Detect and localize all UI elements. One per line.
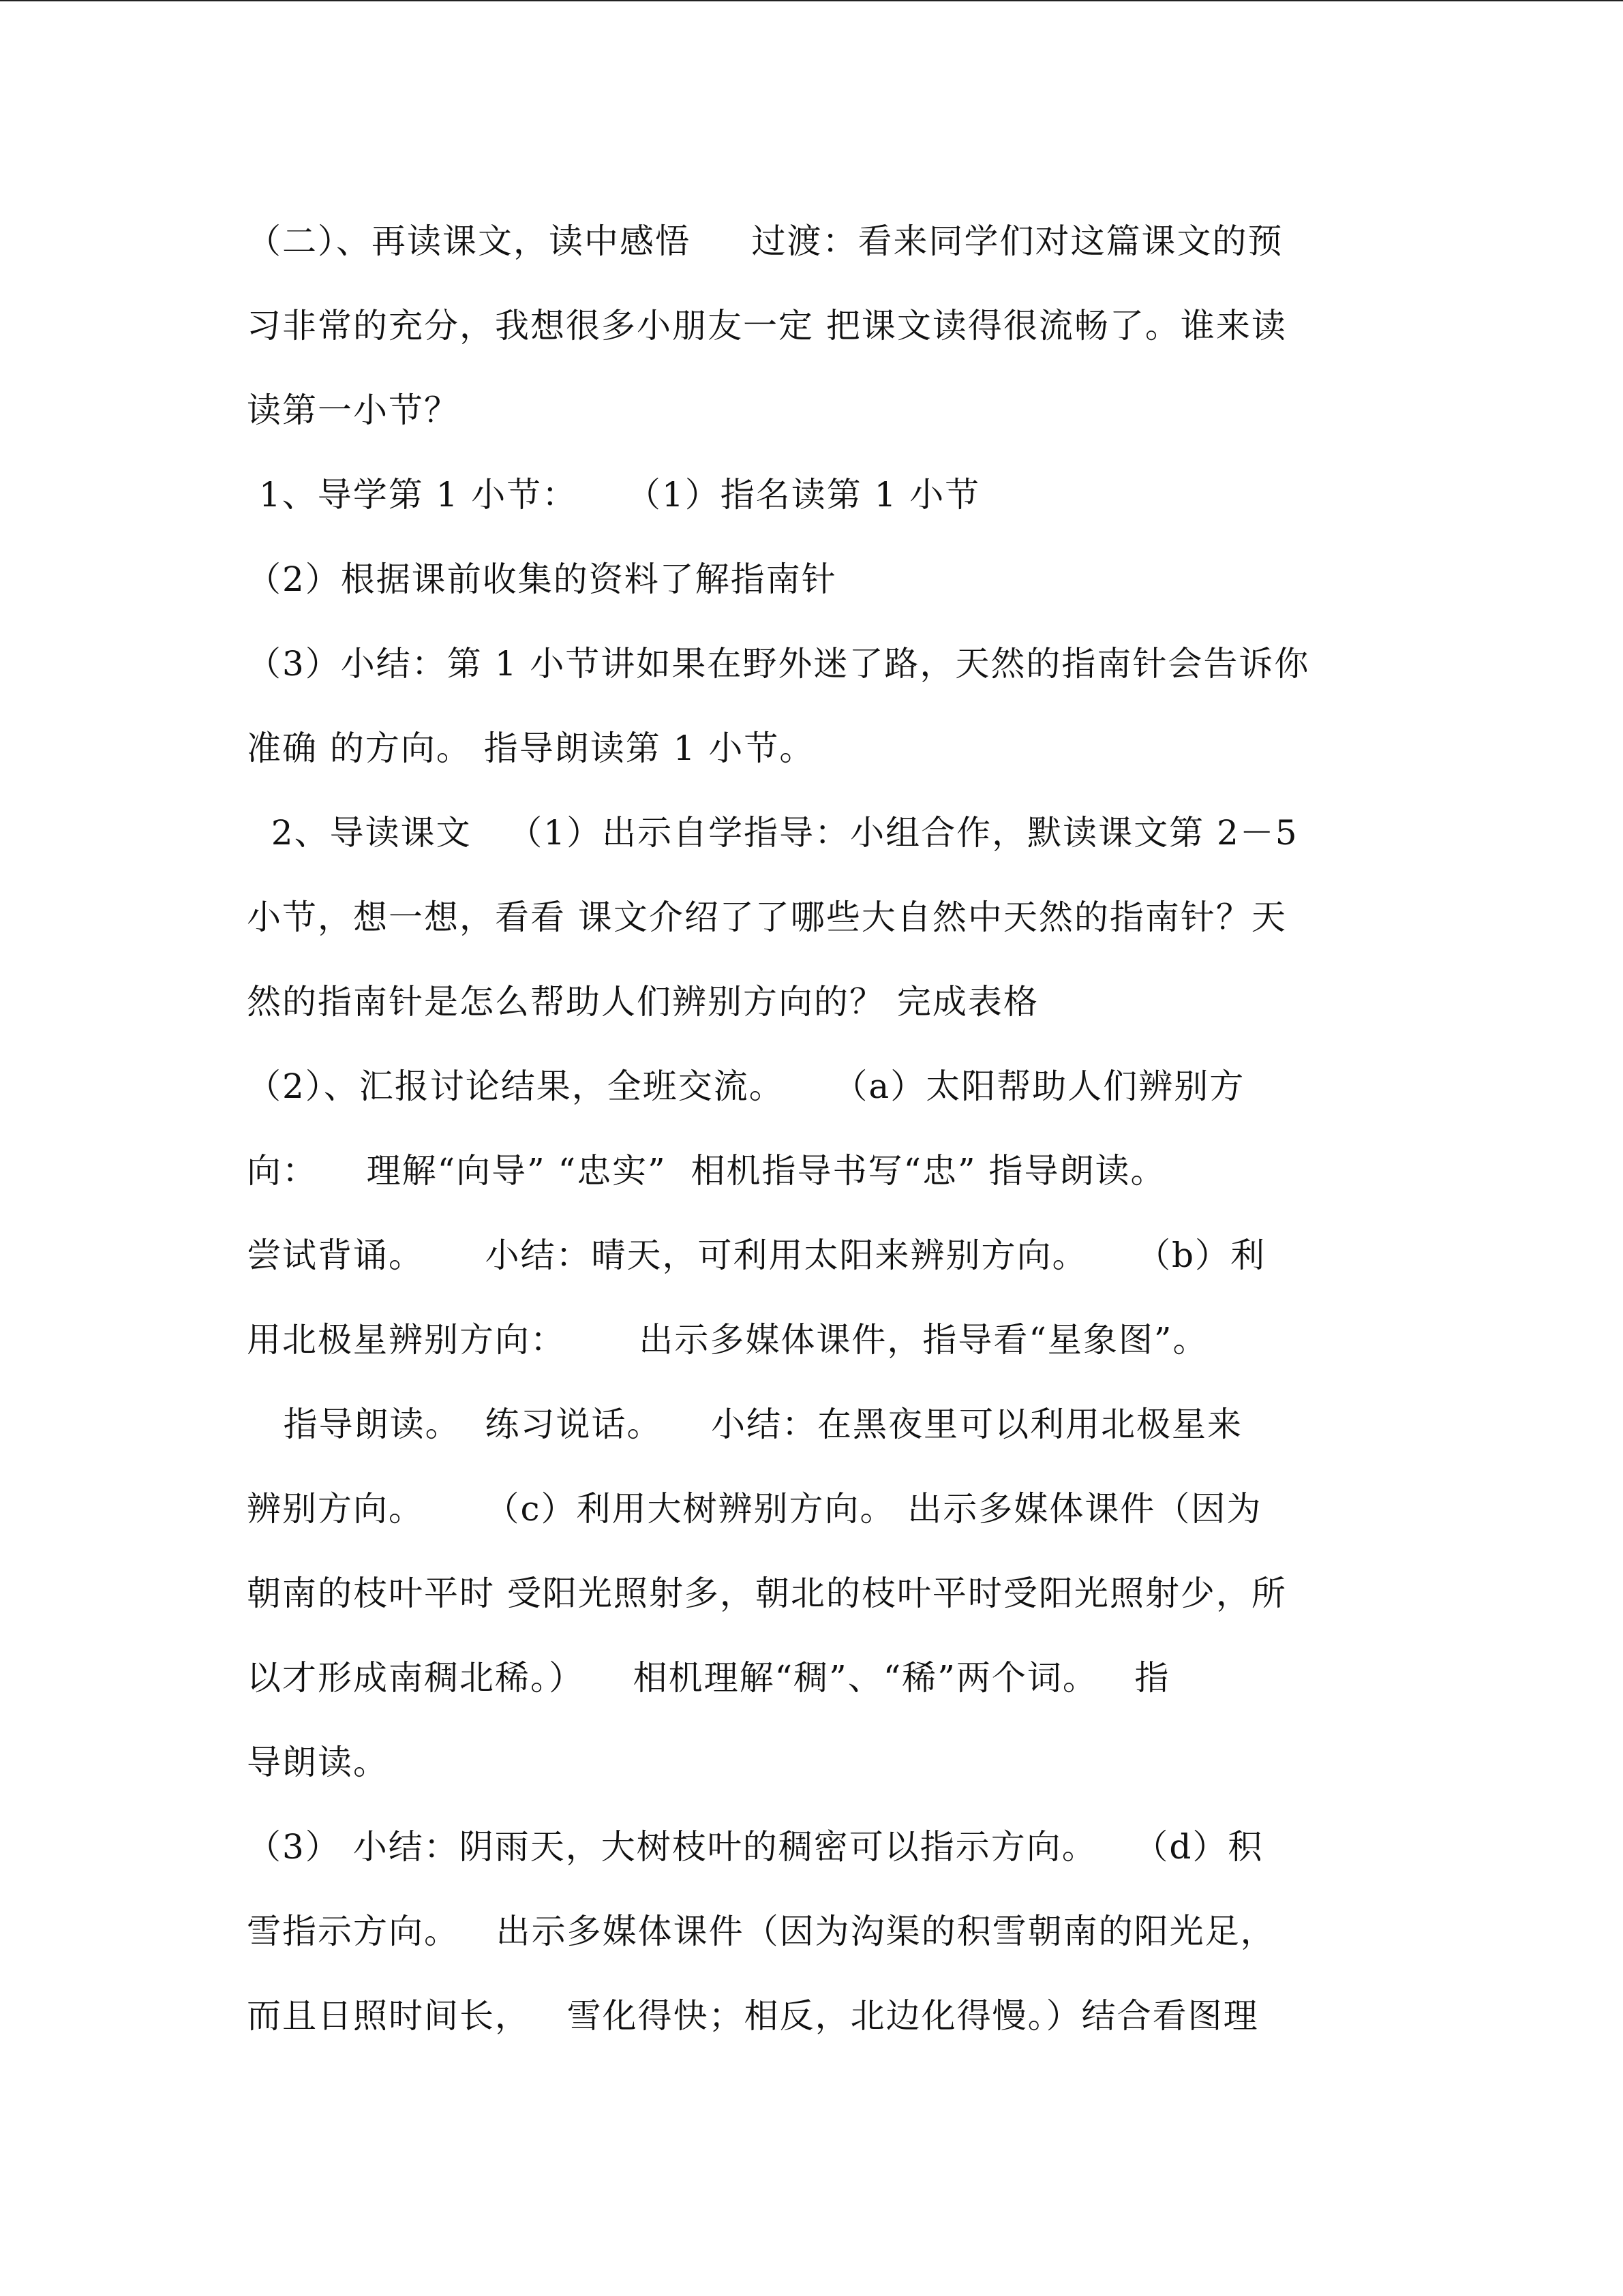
text-line: （二）、再读课文，读中感悟 过渡：看来同学们对这篇课文的预 — [247, 221, 1284, 261]
text-line: 尝试背诵。 小结：晴天，可利用太阳来辨别方向。 （b）利 — [247, 1236, 1266, 1275]
text-line: （2）、汇报讨论结果，全班交流。 （a）太阳帮助人们辨别方 — [247, 1067, 1245, 1106]
text-line: 朝南的枝叶平时 受阳光照射多，朝北的枝叶平时受阳光照射少，所 — [247, 1574, 1287, 1613]
text-line: 1、导学第 1 小节： （1）指名读第 1 小节 — [247, 475, 981, 515]
text-line: 准确 的方向。 指导朗读第 1 小节。 — [247, 729, 815, 768]
text-line: 指导朗读。 练习说话。 小结：在黑夜里可以利用北极星来 — [247, 1405, 1243, 1444]
text-line: 向： 理解“向导” “忠实” 相机指导书写“忠” 指导朗读。 — [247, 1151, 1166, 1191]
text-line: 小节，想一想，看看 课文介绍了了哪些大自然中天然的指南针？天 — [247, 898, 1287, 937]
text-line: 2、导读课文 （1）出示自学指导：小组合作，默读课文第 2－5 — [247, 813, 1299, 853]
text-line: 然的指南针是怎么帮助人们辨别方向的？ 完成表格 — [247, 982, 1039, 1022]
text-line: 读第一小节？ — [247, 391, 459, 430]
text-line: （3） 小结：阴雨天，大树枝叶的稠密可以指示方向。 （d）积 — [247, 1827, 1264, 1867]
text-line: 习非常的充分，我想很多小朋友一定 把课文读得很流畅了。谁来读 — [247, 306, 1287, 346]
text-line: 导朗读。 — [247, 1743, 389, 1782]
text-line: 雪指示方向。 出示多媒体课件（因为沟渠的积雪朝南的阳光足， — [247, 1912, 1276, 1951]
text-line: 用北极星辨别方向： 出示多媒体课件，指导看“星象图”。 — [247, 1320, 1209, 1360]
text-line: （2）根据课前收集的资料了解指南针 — [247, 560, 837, 599]
text-line: 辨别方向。 （c）利用大树辨别方向。 出示多媒体课件（因为 — [247, 1489, 1262, 1529]
text-line: （3）小结：第 1 小节讲如果在野外迷了路，天然的指南针会告诉你 — [247, 644, 1310, 684]
text-line: 而且日照时间长， 雪化得快；相反，北边化得慢。）结合看图理 — [247, 1996, 1259, 2036]
text-line: 以才形成南稠北稀。） 相机理解“稠”、“稀”两个词。 指 — [247, 1658, 1170, 1698]
